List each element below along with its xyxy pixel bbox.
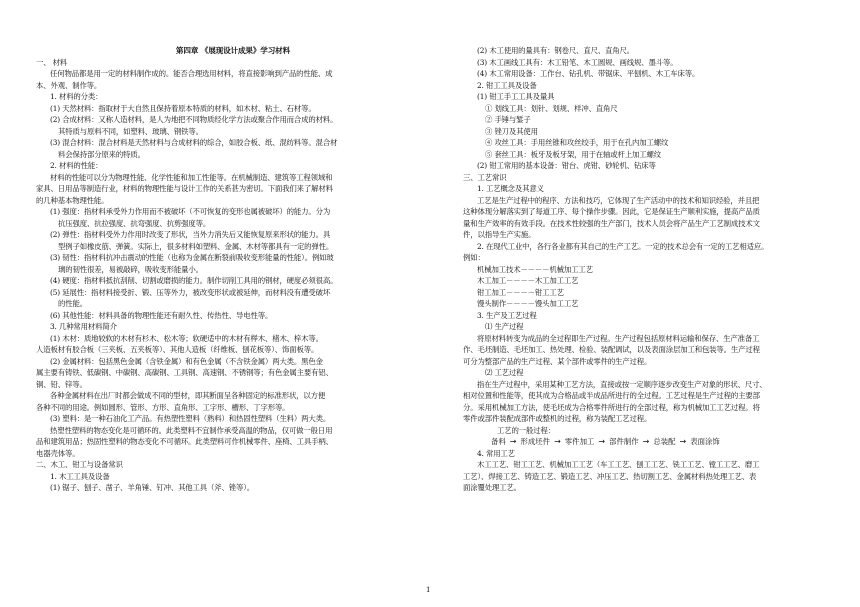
text-line: ⑤ 套丝工具：板牙及板牙架，用于在轴或杆上加工螺纹 xyxy=(485,149,661,159)
text-line: 指在生产过程中，采用某种工艺方法，直接或按一定顺序逐步改变生产对象的形状、尺寸、 xyxy=(477,379,767,389)
text-line: 本、外观、制作等。 xyxy=(36,80,102,90)
text-line: 工艺是生产过程中的程序、方法和技巧，它体现了生产活动中的技术和知识经验，并且把 xyxy=(477,195,760,205)
text-line: 各种金属材料在出厂时都会做成不同的型材，即其断面呈各种固定的标准形状，以方便 xyxy=(50,391,326,400)
text-line: (4) 硬度：指材料抵抗刮削、切割或磨损的能力。制作切削工具用的钢材，硬度必须很高。 xyxy=(50,276,338,285)
text-line: 电器壳体等。 xyxy=(36,448,80,458)
text-line: 1. 木工工具及设备 xyxy=(50,471,110,481)
text-line: (3) 韧性：指材料抗冲击震动的性能（也称为金属在断裂前吸收变形能量的性能）。例如玻 xyxy=(50,253,334,262)
text-line: 铜、铅、锌等。 xyxy=(36,379,87,389)
text-line: 任何物品都是用一定的材料制作成的。能否合理选用材料，将直接影响到产品的性能、成 xyxy=(50,69,333,78)
text-line: (3) 塑料：是一种石油化工产品。有热塑性塑料（熟料）和热固性塑料（生料）两大类。 xyxy=(50,414,331,423)
text-line: (1) 木材：质地较软的木材有杉木、松木等；软硬适中的木材有榉木、楮木、梓木等。 xyxy=(50,333,323,343)
text-line: 木工加工－－－－木工加工工艺 xyxy=(477,276,579,285)
text-line: 钳工加工－－－－钳工工艺 xyxy=(477,287,564,297)
text-line: (2) 弹性：指材料受外力作用时改变了形状，当外力消失后又能恢复原来形状的能力。具 xyxy=(50,230,331,239)
text-line: 三、工艺常识 xyxy=(463,172,507,182)
text-line: 型例子如橡皮筋、弹簧。实际上，很多材料如塑料、金属、木材等都具有一定的弹性。 xyxy=(58,241,334,251)
document-title: 第四章 《展现设计成果》学习材料 xyxy=(175,46,291,55)
text-line: 零件或部件装配成部件或整机的过程，称为装配工艺过程。 xyxy=(463,414,652,423)
text-line: 面涂覆处理工艺。 xyxy=(463,483,521,492)
left-column xyxy=(36,45,430,494)
text-line: (1) 钳工手工工具及量具 xyxy=(477,92,555,101)
text-line: 一、 材料 xyxy=(36,57,68,67)
text-line: 分。采用机械加工方法，使毛坯成为合格零件所进行的全部过程，称为机械加工工艺过程。将 xyxy=(463,402,760,412)
arrow-right-icon: → xyxy=(554,437,561,446)
page-number: 1 xyxy=(426,586,431,594)
text-line: (3) 木工画线工具有：木工铅笔、木工圆规、画线规、墨斗等。 xyxy=(477,57,678,67)
process-step: 零件加工 xyxy=(564,437,595,446)
text-line: 3. 生产及工艺过程 xyxy=(477,310,537,320)
arrow-right-icon: → xyxy=(598,437,606,446)
text-line: 材料的性能可以分为物理性能、化学性能和加工性能等。在机械制造、建筑等工程领域和 xyxy=(50,172,333,182)
text-line: (6) 其他性能：材料具备的物理性能还有耐久性、传热性、导电性等。 xyxy=(50,310,273,320)
text-line: 属主要有铸铁、低碳钢、中碳钢、高碳钢、工具钢、高速钢、不锈钢等；有色金属主要有铝、 xyxy=(36,368,333,377)
text-line: 家具、日用品等制造行业，材料的物理性能与设计工作的关系甚为密切。下面我们来了解材料 xyxy=(36,184,333,193)
text-line: 料会保持部分原来的特质。 xyxy=(58,149,145,159)
text-line: (4) 木工常用设备：工作台、钻孔机、带锯床、平刨机、木工车床等。 xyxy=(477,69,700,78)
text-line: (1) 强度：指材料承受外力作用而不被破坏（不可恢复的变形也属被破坏）的能力。分为 xyxy=(50,207,331,216)
text-line: (2) 木工使用的量具有：钢卷尺、直尺、直角尺。 xyxy=(477,46,635,55)
text-line: 的性能。 xyxy=(58,299,87,308)
arrow-right-icon: → xyxy=(509,437,517,446)
text-line: 1. 材料的分类： xyxy=(50,92,103,101)
text-line: 3. 几种常用材料简介 xyxy=(50,322,117,331)
text-line: 璃的韧性很差，易被敲碎，吸收变形能量小。 xyxy=(58,264,203,274)
text-line: 热塑性塑料的物态变化是可循环的。此类塑料不宜制作承受高温的物品，仅可做一般日用 xyxy=(50,425,333,435)
text-line: ④ 攻丝工具：手用丝锥和攻丝绞手，用于在孔内加工螺纹 xyxy=(485,138,669,147)
text-line: (2) 金属材料：包括黑色金属（含铁金属）和有色金属（不含铁金属）两大类。黑色金 xyxy=(50,356,323,366)
text-line: ⑵ 工艺过程 xyxy=(485,368,524,377)
text-line: (5) 延展性：指材料接受折、锻、压等外力，被改变形状或被延伸，而材料没有遭受破坏 xyxy=(50,287,331,297)
text-line: 人造板材有胶合板（三夹板、五夹板等）、其他人造板（纤维板、刨花板等）、饰面板等。 xyxy=(36,345,319,354)
process-step: 表面涂饰 xyxy=(690,437,720,446)
text-line: (2) 钳工常用的基本设备：钳台、虎钳、砂轮机、钻床等 xyxy=(477,161,656,170)
text-line: 2. 在现代工业中，各行各业都有其自己的生产工艺。一定的技术总会有一定的工艺相适应。 xyxy=(477,241,769,251)
text-line: 工艺）、焊接工艺、铸造工艺、锻造工艺、冲压工艺、热切割工艺、金属材料热处理工艺、表 xyxy=(463,471,757,481)
text-line: 2. 钳工工具及设备 xyxy=(477,80,537,90)
process-step: 形成坯件 xyxy=(520,437,551,446)
text-line: 工艺的一般过程： xyxy=(497,425,555,435)
text-line: 相对位置和性能等，使其成为合格品或半成品所进行的全过程。工艺过程是生产过程的主要部 xyxy=(463,391,760,400)
arrow-right-icon: → xyxy=(679,437,687,446)
text-line: 件，以指导生产实施。 xyxy=(463,230,536,239)
text-line: 其特质与原料不同，如塑料、玻璃、钢铁等。 xyxy=(58,126,203,136)
text-line: 抗压强度、抗拉强度、抗弯强度、抗剪强度等。 xyxy=(58,218,211,228)
text-line: 1. 工艺概念及其意义 xyxy=(477,184,544,193)
text-line: 二、木工、钳工与设备常识 xyxy=(36,460,123,469)
text-line: (2) 合成材料：又称人造材料，是人为地把不同物质经化学方法或聚合作用而合成的材料。 xyxy=(50,115,338,124)
right-column xyxy=(463,45,843,494)
text-line: 各种不同的用途。例如圆形、管形、方形、直角形、工字形、槽形、丁字形等。 xyxy=(36,402,290,412)
text-line: 的几种基本物理性能。 xyxy=(36,195,109,205)
text-line: 机械加工技术－－－－机械加工工艺 xyxy=(477,264,593,274)
text-line: 这种体现分解落实到了每道工序、每个操作步骤。因此，它是保证生产顺利实施，提高产品质 xyxy=(463,207,760,216)
text-line: 可分为整部产品的生产过程、某个部件或零件的生产过程。 xyxy=(463,356,652,366)
text-line: 量和生产效率的有效手段。在技术性较强的生产部门，技术人员会将产品生产工艺制成技术文 xyxy=(463,218,760,228)
text-line: 2. 材料的性能： xyxy=(50,161,103,170)
process-flow xyxy=(463,436,843,448)
process-step: 总装配 xyxy=(653,437,676,446)
text-line: ② 手锤与錾子 xyxy=(485,115,531,124)
process-step: 备料 xyxy=(491,437,506,446)
text-line: (3) 混合材料：混合材料是天然材料与合成材料的综合，如胶合板、纸、混纺料等。混合材 xyxy=(50,138,338,147)
text-line: 4. 常用工艺 xyxy=(477,448,515,458)
text-line: ⑴ 生产过程 xyxy=(485,322,524,331)
text-line: (1) 锯子、刨子、凿子、羊角锤、钉冲、其他工具（斧、锉等）。 xyxy=(50,483,255,492)
text-line: 木工工艺、钳工工艺、机械加工工艺（车工工艺、刨工工艺、铣工工艺、镗工工艺、磨工 xyxy=(477,460,760,469)
text-line: ③ 锉刀及其使用 xyxy=(485,126,538,136)
text-line: 例如： xyxy=(463,253,485,262)
text-line: (1) 天然材料：指取材于大自然且保持着原本特质的材料，如木材、粘土、石材等。 xyxy=(50,103,316,113)
process-step: 部件制作 xyxy=(609,437,639,446)
text-line: ① 划线工具：划针、划规、样冲、直角尺 xyxy=(485,103,618,113)
arrow-right-icon: → xyxy=(642,437,650,446)
text-line: 作、毛坯制造、毛坯加工、热处理、检验、装配调试，以及表面涂层加工和包装等。生产过程 xyxy=(463,345,760,354)
text-line: 馒头制作－－－－馒头加工工艺 xyxy=(477,299,579,308)
text-line: 品和建筑用品；热固性塑料的物态变化不可循环。此类塑料可作机械零件、座椅、工具手柄、 xyxy=(36,437,333,446)
text-line: 将原材料转变为成品的全过程即生产过程。生产过程包括原材料运输和保存、生产准备工 xyxy=(477,333,760,343)
